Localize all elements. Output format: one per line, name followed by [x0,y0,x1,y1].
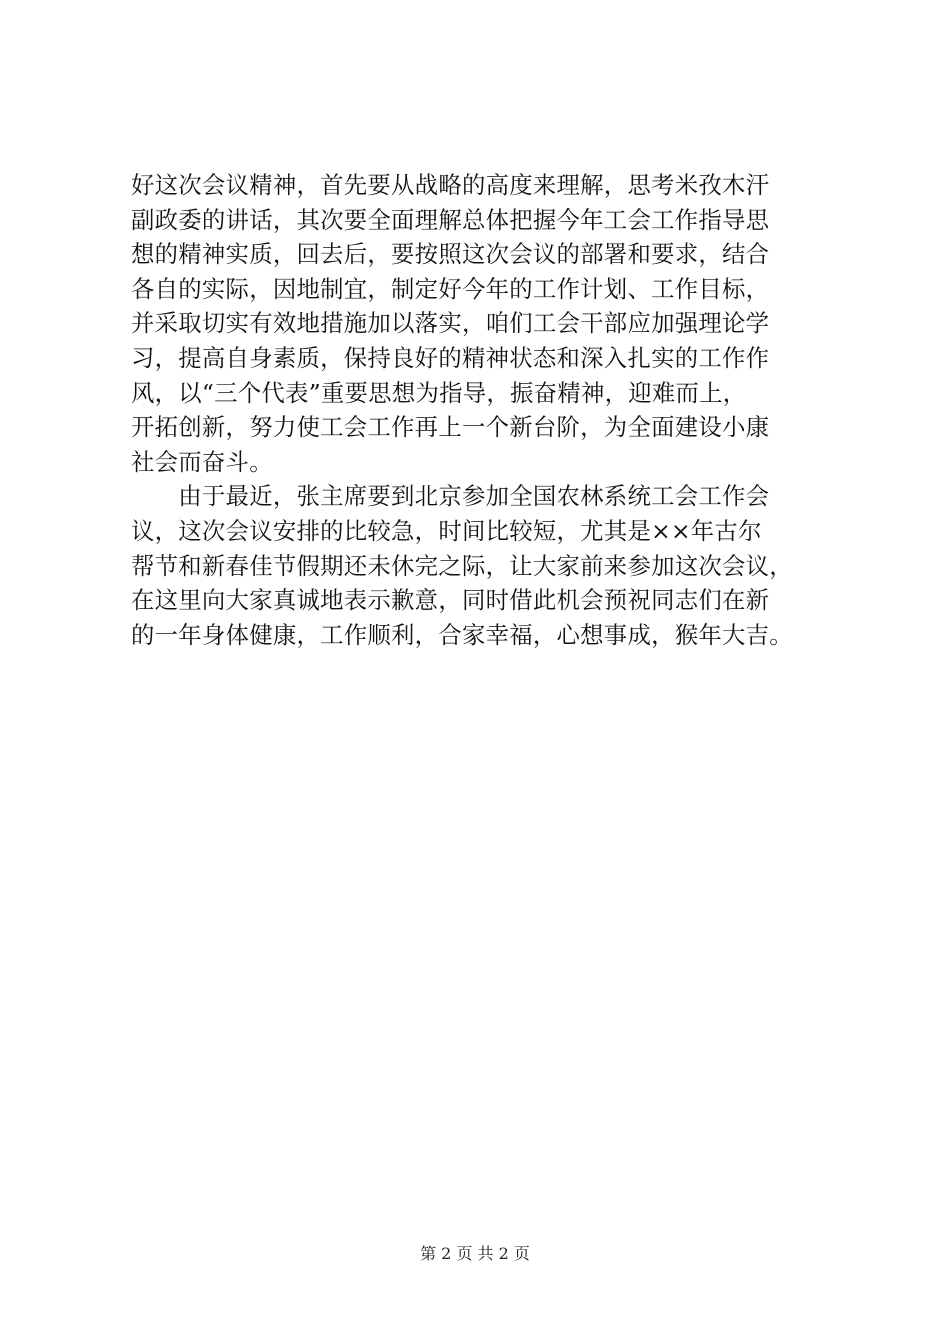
body-text [131,168,841,652]
text-line: 副政委的讲话，其次要全面理解总体把握今年工会工作指导思 [131,205,770,234]
text-line: 由于最近，张主席要到北京参加全国农林系统工会工作会 [131,482,770,511]
text-line: 议，这次会议安排的比较急，时间比较短，尤其是××年古尔 [131,516,762,545]
text-line: 的一年身体健康，工作顺利，合家幸福，心想事成，猴年大吉。 [131,620,793,649]
page-number-footer: 第 2 页 共 2 页 [420,1244,530,1263]
text-line: 习，提高自身素质，保持良好的精神状态和深入扎实的工作作 [131,343,770,372]
text-line: 风，以“三个代表”重要思想为指导，振奋精神，迎难而上， [131,378,747,407]
text-line: 并采取切实有效地措施加以落实，咱们工会干部应加强理论学 [131,309,770,338]
text-line: 想的精神实质，回去后，要按照这次会议的部署和要求，结合 [131,240,770,269]
text-line: 开拓创新，努力使工会工作再上一个新台阶，为全面建设小康 [131,413,770,442]
text-line: 各自的实际，因地制宜，制定好今年的工作计划、工作目标， [131,274,770,303]
text-line: 好这次会议精神，首先要从战略的高度来理解，思考米孜木汗 [131,171,770,199]
text-line: 社会而奋斗。 [131,447,273,476]
text-line: 帮节和新春佳节假期还未休完之际，让大家前来参加这次会议， [131,551,793,580]
text-line: 在这里向大家真诚地表示歉意，同时借此机会预祝同志们在新 [131,586,770,615]
